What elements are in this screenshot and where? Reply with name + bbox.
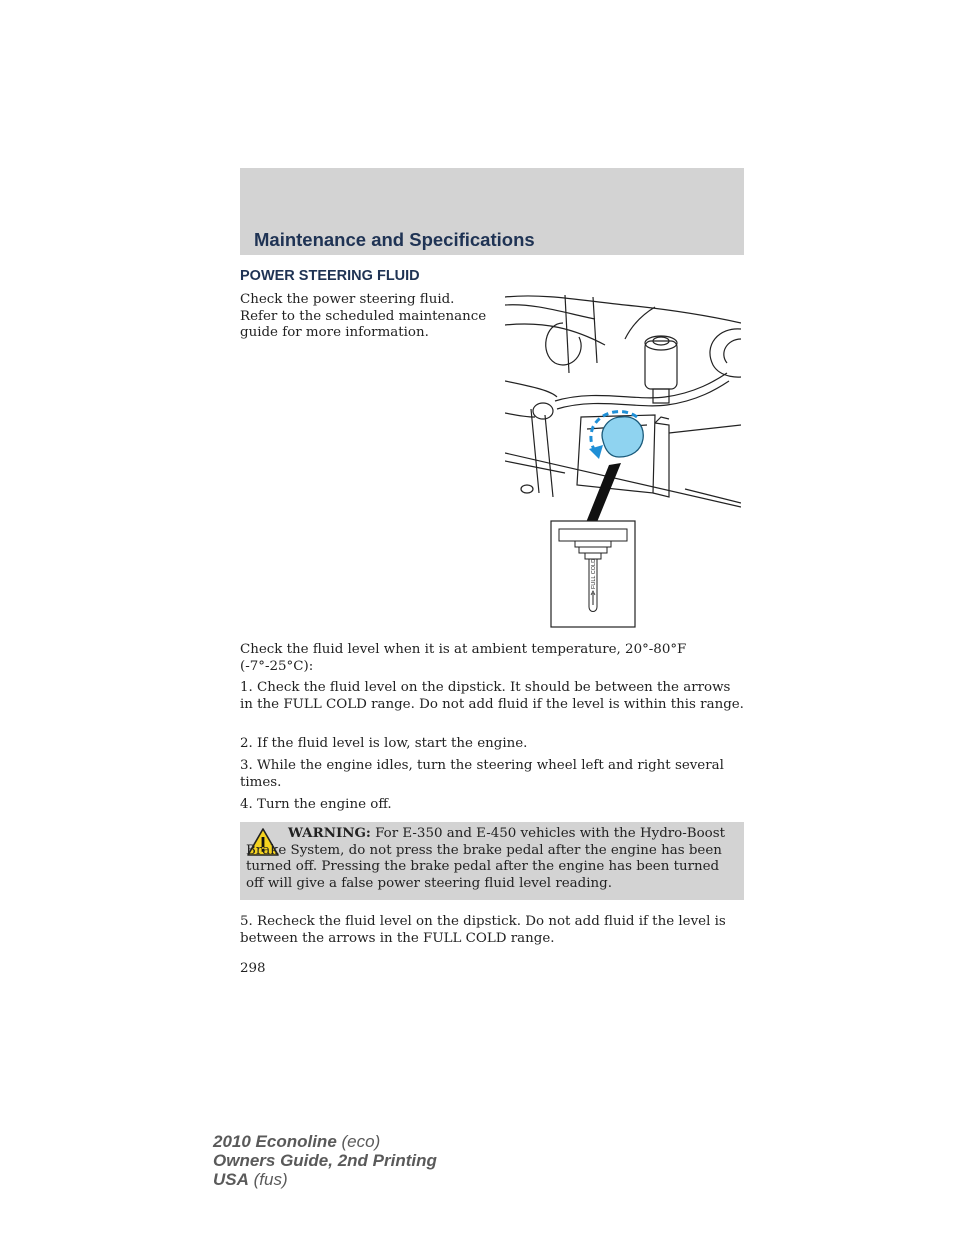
reservoir-cap <box>602 417 643 457</box>
power-steering-heading: POWER STEERING FLUID <box>240 268 420 284</box>
footer-printing: Owners Guide, 2nd Printing <box>213 1151 437 1170</box>
step-4: 4. Turn the engine off. <box>240 797 392 812</box>
warning-label: WARNING: <box>288 825 371 841</box>
footer-line-2 <box>213 1151 437 1170</box>
step-5: 5. Recheck the fluid level on the dipstick. Do not add fluid if the level is between the arrows in the FULL COLD range. <box>240 914 726 946</box>
step-1: 1. Check the fluid level on the dipstick. It should be between the arrows in the FULL COLD range. Do not add fluid if the level is within this range. <box>240 680 744 712</box>
warning-body: For E-350 and E-450 vehicles with the Hydro-Boost Brake System, do not press the brake pedal after the engine has been turned off. Pressing the brake pedal after the engine has been turned off will give a false power steering fluid level reading. <box>246 826 725 891</box>
footer-model: 2010 Econoline <box>213 1132 337 1151</box>
page-number: 298 <box>240 961 266 976</box>
temperature-note: Check the fluid level when it is at ambient temperature, 20°-80°F (-7°-25°C): <box>240 642 687 674</box>
footer-line-3 <box>213 1170 437 1189</box>
intro-paragraph: Check the power steering fluid. Refer to the scheduled maintenance guide for more information. <box>240 292 487 341</box>
footer-model-code: (eco) <box>341 1132 381 1151</box>
footer-market: USA <box>213 1170 249 1189</box>
step-3: 3. While the engine idles, turn the steering wheel left and right several times. <box>240 758 724 790</box>
warning-box <box>240 822 744 900</box>
section-title: Maintenance and Specifications <box>254 229 535 250</box>
power-steering-reservoir-illustration <box>505 293 741 629</box>
warning-text-block <box>246 825 734 892</box>
footer-market-code: (fus) <box>253 1170 288 1189</box>
footer <box>213 1132 437 1189</box>
step-2: 2. If the fluid level is low, start the engine. <box>240 736 528 751</box>
dipstick-label: FULL COLD <box>591 558 597 589</box>
footer-line-1 <box>213 1132 437 1151</box>
